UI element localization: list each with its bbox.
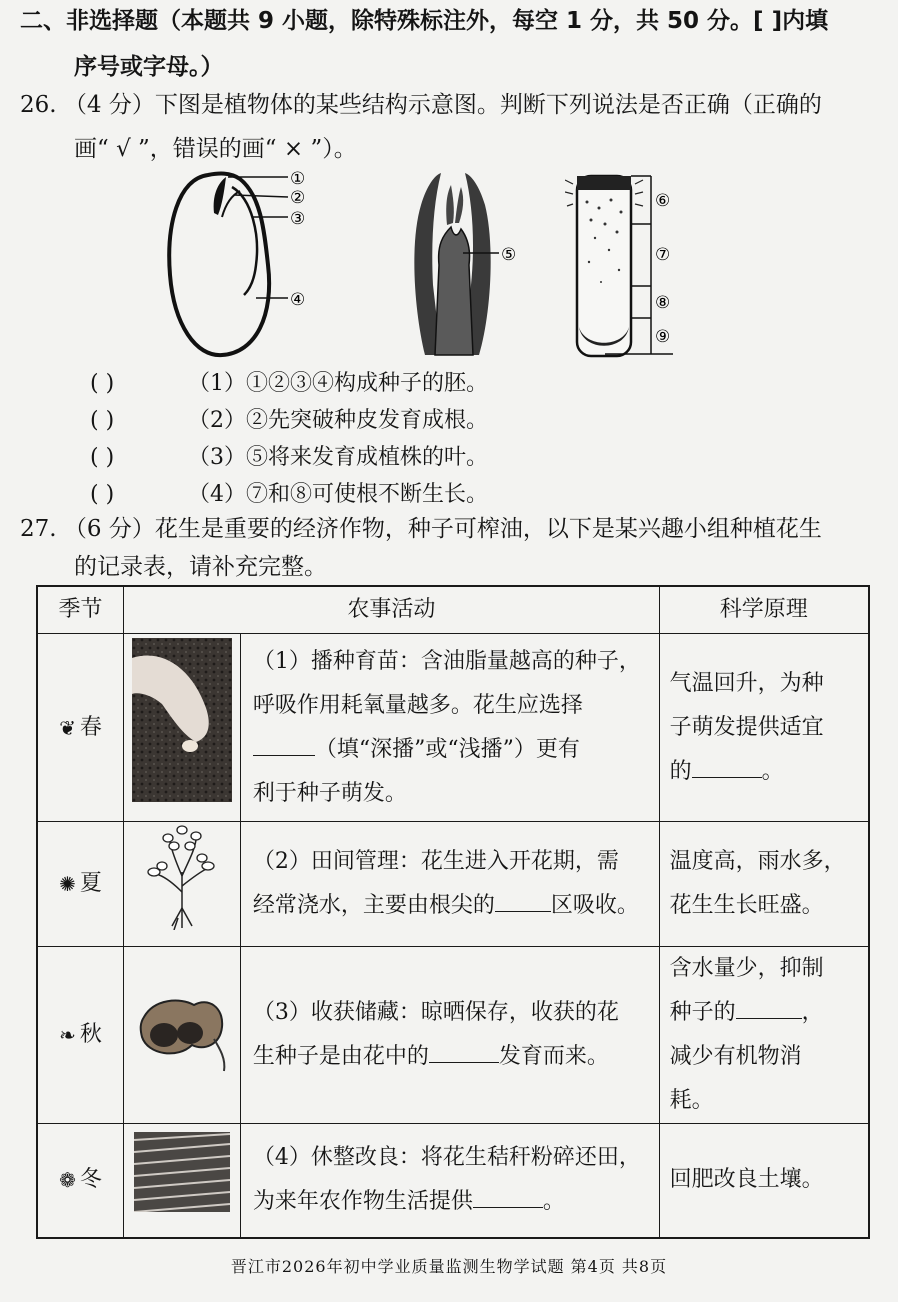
snowflake-icon: ❁ bbox=[59, 1168, 76, 1193]
sowing-photo bbox=[124, 634, 241, 822]
page-footer: 晋江市2026年初中学业质量监测生物学试题 第4页 共8页 bbox=[230, 1257, 668, 1276]
table-row bbox=[37, 1124, 869, 1238]
leaf-icon: ❧ bbox=[59, 1023, 76, 1047]
answer-blank[interactable] bbox=[429, 1061, 499, 1063]
principle-spring: 气温回升，为种 子萌发提供适宜 的 。 bbox=[659, 634, 869, 822]
header-season: 季节 bbox=[37, 586, 124, 634]
season-summer: ✺ 夏 bbox=[37, 822, 124, 947]
activity-summer: （2）田间管理：花生进入开花期，需 经常浇水，主要由根尖的 区吸收。 bbox=[240, 822, 659, 947]
answer-blank[interactable] bbox=[736, 1017, 802, 1019]
plant-image bbox=[142, 822, 222, 930]
statement-2: ( ) （2）②先突破种皮发育成根。 bbox=[90, 408, 488, 433]
activity-spring: （1）播种育苗：含油脂量越高的种子， 呼吸作用耗氧量越多。花生应选择 （填“深播”或“浅播”）更有 利于种子萌发。 bbox=[240, 634, 659, 822]
label-4: ④ bbox=[290, 290, 306, 310]
answer-blank[interactable]: ( ) bbox=[90, 371, 115, 396]
section-title-cont: 序号或字母。） bbox=[74, 54, 224, 80]
section-title: 二、非选择题（本题共 9 小题，除特殊标注外，每空 1 分，共 50 分。[ ]内填 bbox=[20, 8, 829, 34]
statement-4: ( ) （4）⑦和⑧可使根不断生长。 bbox=[90, 482, 488, 507]
activity-autumn: （3）收获储藏：晾晒保存，收获的花 生种子是由花中的 发育而来。 bbox=[240, 947, 659, 1124]
season-autumn: ❧ 秋 bbox=[37, 947, 124, 1124]
table-row bbox=[37, 634, 869, 822]
sprout-icon: ❦ bbox=[59, 715, 76, 740]
answer-blank[interactable]: ( ) bbox=[90, 408, 115, 433]
answer-blank[interactable] bbox=[253, 754, 315, 756]
label-9: ⑨ bbox=[655, 327, 671, 347]
field-image bbox=[134, 1132, 230, 1212]
q26-stem: 26. （4 分）下图是植物体的某些结构示意图。判断下列说法是否正确（正确的 bbox=[20, 92, 822, 118]
answer-blank[interactable]: ( ) bbox=[90, 482, 115, 507]
seed-diagram bbox=[160, 165, 340, 365]
bud-diagram bbox=[395, 165, 525, 365]
header-activity: 农事活动 bbox=[124, 586, 660, 634]
peanut-plant-photo bbox=[124, 822, 241, 947]
activity-winter: （4）休整改良：将花生秸秆粉碎还田， 为来年农作物生活提供 。 bbox=[240, 1124, 659, 1238]
table-header-row bbox=[37, 586, 869, 634]
q27-stem-cont: 的记录表，请补充完整。 bbox=[74, 554, 327, 580]
answer-blank[interactable]: ( ) bbox=[90, 445, 115, 470]
sun-icon: ✺ bbox=[59, 872, 76, 896]
statement-3: ( ) （3）⑤将来发育成植株的叶。 bbox=[90, 445, 488, 470]
label-1: ① bbox=[290, 169, 306, 189]
label-6: ⑥ bbox=[655, 191, 671, 211]
root-tip-diagram bbox=[565, 172, 690, 362]
straw-field-photo bbox=[124, 1124, 241, 1238]
label-3: ③ bbox=[290, 209, 306, 229]
statement-1: ( ) （1）①②③④构成种子的胚。 bbox=[90, 371, 488, 396]
label-7: ⑦ bbox=[655, 245, 671, 265]
answer-blank[interactable] bbox=[495, 910, 551, 912]
principle-autumn: 含水量少，抑制 种子的 ， 减少有机物消 耗。 bbox=[659, 947, 869, 1124]
sowing-image bbox=[132, 638, 232, 802]
peanut-pod-photo bbox=[124, 947, 241, 1124]
label-2: ② bbox=[290, 188, 306, 208]
q27-stem: 27. （6 分）花生是重要的经济作物，种子可榨油，以下是某兴趣小组种植花生 bbox=[20, 516, 822, 542]
season-winter: ❁ 冬 bbox=[37, 1124, 124, 1238]
answer-blank[interactable] bbox=[473, 1206, 543, 1208]
table-row bbox=[37, 947, 869, 1124]
answer-blank[interactable] bbox=[692, 776, 762, 778]
header-principle: 科学原理 bbox=[659, 586, 869, 634]
q26-stem-cont: 画“ √ ”，错误的画“ × ”）。 bbox=[74, 136, 357, 162]
record-table bbox=[36, 585, 870, 1239]
principle-summer: 温度高，雨水多， 花生生长旺盛。 bbox=[659, 822, 869, 947]
label-8: ⑧ bbox=[655, 293, 671, 313]
principle-winter: 回肥改良土壤。 bbox=[659, 1124, 869, 1238]
label-5: ⑤ bbox=[501, 245, 517, 265]
table-row bbox=[37, 822, 869, 947]
peanut-image bbox=[134, 977, 230, 1077]
season-spring: ❦ 春 bbox=[37, 634, 124, 822]
